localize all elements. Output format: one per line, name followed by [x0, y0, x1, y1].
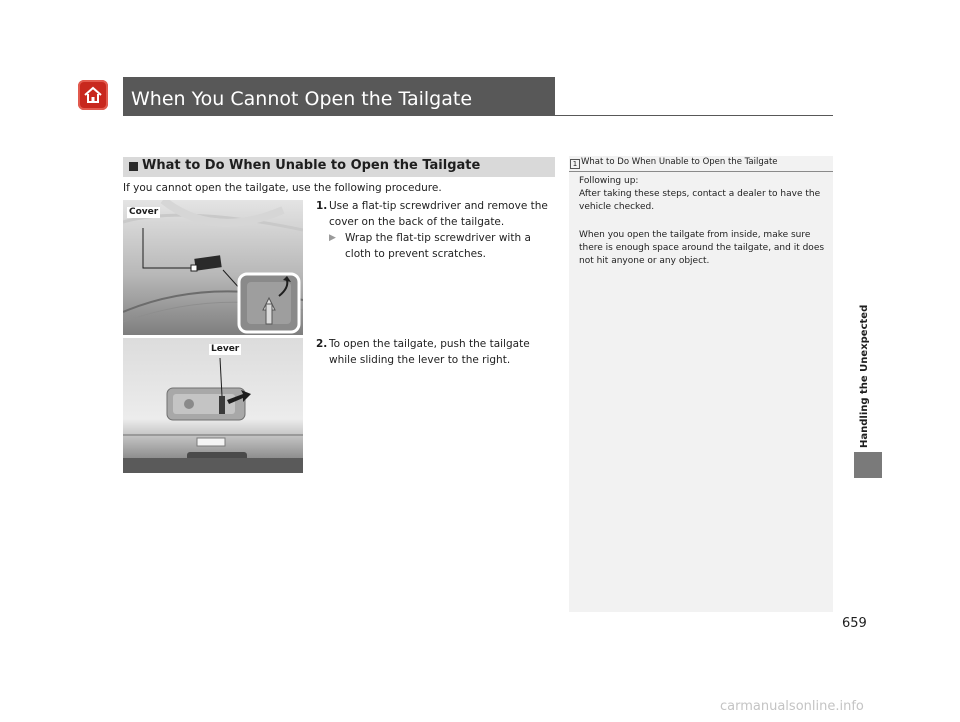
- title-rule: [123, 115, 833, 116]
- side-note-title-text: What to Do When Unable to Open the Tailgate: [581, 157, 778, 167]
- cover-photo: [123, 200, 303, 335]
- side-note-paragraph-2: When you open the tailgate from inside, make sure there is enough space around the tailgate, and it does not hit anyone or any object.: [579, 230, 825, 266]
- play-arrow-icon: ▶: [329, 233, 336, 243]
- section-heading: [123, 157, 555, 177]
- step-2-number: 2.: [316, 338, 328, 350]
- cover-label: Cover: [129, 207, 159, 217]
- chapter-tab-label: Handling the Unexpected: [859, 304, 870, 448]
- watermark: carmanualsonline.info: [720, 699, 864, 714]
- home-button[interactable]: [78, 80, 108, 110]
- intro-text: If you cannot open the tailgate, use the following procedure.: [123, 182, 442, 194]
- page-title: When You Cannot Open the Tailgate: [131, 88, 473, 110]
- page-number: 659: [842, 616, 867, 631]
- lever-label: Lever: [211, 344, 240, 354]
- step-1-note-text: Wrap the flat-tip screwdriver with a cloth to prevent scratches.: [345, 232, 531, 260]
- lever-photo: [123, 338, 303, 473]
- side-note-title: [569, 157, 833, 172]
- chapter-tab-block: [854, 452, 882, 478]
- home-icon: [83, 85, 103, 105]
- tailgate-cover-illustration: [123, 200, 303, 335]
- tailgate-lever-illustration: [123, 338, 303, 473]
- side-note-paragraph-1: After taking these steps, contact a dealer to have the vehicle checked.: [579, 189, 821, 212]
- side-note-following-up: Following up:: [579, 176, 639, 186]
- section-square-icon: [129, 162, 138, 171]
- chapter-tab[interactable]: [857, 296, 871, 456]
- step-2-text: To open the tailgate, push the tailgate while sliding the lever to the right.: [329, 338, 530, 366]
- side-note-panel: [569, 156, 833, 612]
- step-1-text: Use a flat-tip screwdriver and remove the cover on the back of the tailgate.: [329, 200, 548, 228]
- note-marker-icon: 1: [570, 159, 580, 169]
- step-1-number: 1.: [316, 200, 328, 212]
- section-heading-label: What to Do When Unable to Open the Tailgate: [142, 158, 481, 173]
